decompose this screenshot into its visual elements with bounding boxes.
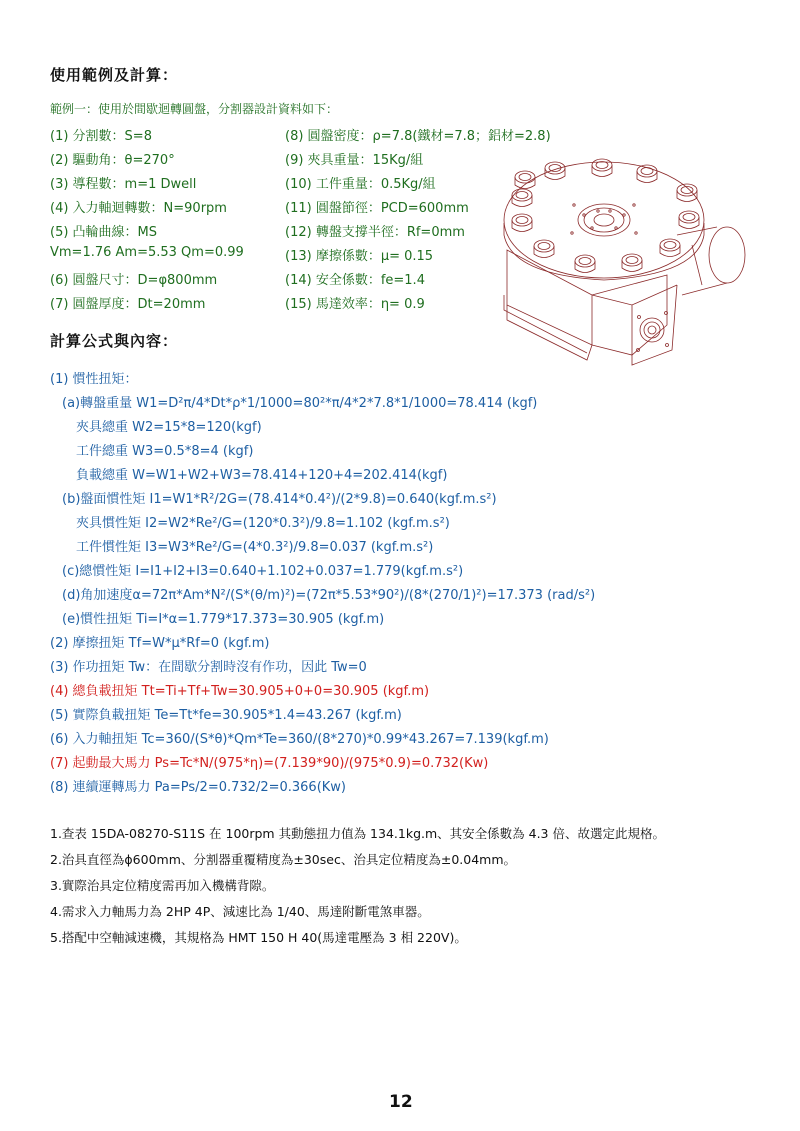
page-number: 12 bbox=[389, 1092, 413, 1112]
param-right-14: (14) 安全係數：fe=1.4 bbox=[285, 273, 425, 288]
formula-3: (3) 作功扭矩 Tw：在間歇分割時沒有作功，因此 Tw=0 bbox=[50, 660, 367, 675]
param-right-13: (13) 摩擦係數：μ= 0.15 bbox=[285, 249, 434, 264]
param-left-6: (6) 圓盤尺寸：D=φ800mm bbox=[50, 273, 218, 288]
param-right-10: (10) 工件重量：0.5Kg/組 bbox=[285, 177, 436, 192]
example-intro: 範例一：使用於間歇迴轉圓盤，分割器設計資料如下： bbox=[50, 102, 339, 116]
formula-w2: 夾具總重 W2=15*8=120(kgf) bbox=[76, 420, 262, 435]
formula-8: (8) 連續運轉馬力 Pa=Ps/2=0.732/2=0.366(Kw) bbox=[50, 780, 346, 795]
formula-i2: 夾具慣性矩 I2=W2*Re²/G=(120*0.3²)/9.8=1.102 (kgf.m.s²) bbox=[76, 516, 450, 531]
param-left-2: (2) 驅動角：θ=270° bbox=[50, 153, 175, 168]
note-3: 3.實際治具定位精度需再加入機構背隙。 bbox=[50, 878, 275, 893]
rotary-indexer-drawing bbox=[492, 145, 754, 370]
formula-1e: (e)慣性扭矩 Ti=I*α=1.779*17.373=30.905 (kgf.m) bbox=[62, 612, 385, 627]
formula-7: (7) 起動最大馬力 Ps=Tc*N/(975*η)=(7.139*90)/(975*0.9)=0.732(Kw) bbox=[50, 756, 489, 771]
param-left-3: (3) 導程數：m=1 Dwell bbox=[50, 177, 197, 192]
param-right-9: (9) 夾具重量：15Kg/組 bbox=[285, 153, 424, 168]
formula-4: (4) 總負載扭矩 Tt=Ti+Tf+Tw=30.905+0+0=30.905 (kgf.m) bbox=[50, 684, 430, 699]
formula-title: 計算公式與內容： bbox=[50, 332, 179, 350]
formula-1b: (b)盤面慣性矩 I1=W1*R²/2G=(78.414*0.4²)/(2*9.8)=0.640(kgf.m.s²) bbox=[62, 492, 497, 507]
note-5: 5.搭配中空軸減速機，其規格為 HMT 150 H 40(馬達電壓為 3 相 220V)。 bbox=[50, 930, 467, 945]
param-right-12: (12) 轉盤支撐半徑：Rf=0mm bbox=[285, 225, 465, 240]
param-right-15: (15) 馬達效率：η= 0.9 bbox=[285, 297, 425, 312]
note-2: 2.治具直徑為ϕ600mm、分割器重覆精度為±30sec、治具定位精度為±0.04mm。 bbox=[50, 852, 516, 867]
param-left-5-values: Vm=1.76 Am=5.53 Qm=0.99 bbox=[50, 245, 244, 260]
param-right-8: (8) 圓盤密度：ρ=7.8(鐵材=7.8；鋁材=2.8) bbox=[285, 129, 551, 144]
formula-w: 負載總重 W=W1+W2+W3=78.414+120+4=202.414(kgf) bbox=[76, 468, 448, 483]
param-left-7: (7) 圓盤厚度：Dt=20mm bbox=[50, 297, 206, 312]
param-left-1: (1) 分割數：S=8 bbox=[50, 129, 152, 144]
section-title: 使用範例及計算： bbox=[50, 66, 179, 84]
formula-1d: (d)角加速度α=72π*Am*N²/(S*(θ/m)²)=(72π*5.53*90²)/(8*(270/1)²)=17.373 (rad/s²) bbox=[62, 588, 596, 603]
formula-1a: (a)轉盤重量 W1=D²π/4*Dt*ρ*1/1000=80²*π/4*2*7.8*1/1000=78.414 (kgf) bbox=[62, 396, 538, 411]
param-left-5: (5) 凸輪曲線：MS bbox=[50, 225, 158, 240]
formula-6: (6) 入力軸扭矩 Tc=360/(S*θ)*Qm*Te=360/(8*270)*0.99*43.267=7.139(kgf.m) bbox=[50, 732, 549, 747]
formula-2: (2) 摩擦扭矩 Tf=W*μ*Rf=0 (kgf.m) bbox=[50, 636, 270, 651]
param-right-11: (11) 圓盤節徑：PCD=600mm bbox=[285, 201, 469, 216]
param-left-4: (4) 入力軸迴轉數：N=90rpm bbox=[50, 201, 227, 216]
note-1: 1.查表 15DA-08270-S11S 在 100rpm 其動態扭力值為 134.1kg.m、其安全係數為 4.3 倍、故選定此規格。 bbox=[50, 826, 665, 841]
formula-1c: (c)總慣性矩 I=I1+I2+I3=0.640+1.102+0.037=1.779(kgf.m.s²) bbox=[62, 564, 464, 579]
formula-1: (1) 慣性扭矩： bbox=[50, 372, 138, 387]
formula-i3: 工件慣性矩 I3=W3*Re²/G=(4*0.3²)/9.8=0.037 (kgf.m.s²) bbox=[76, 540, 434, 555]
formula-5: (5) 實際負載扭矩 Te=Tt*fe=30.905*1.4=43.267 (kgf.m) bbox=[50, 708, 402, 723]
formula-w3: 工件總重 W3=0.5*8=4 (kgf) bbox=[76, 444, 254, 459]
note-4: 4.需求入力軸馬力為 2HP 4P、減速比為 1/40、馬達附斷電煞車器。 bbox=[50, 904, 430, 919]
